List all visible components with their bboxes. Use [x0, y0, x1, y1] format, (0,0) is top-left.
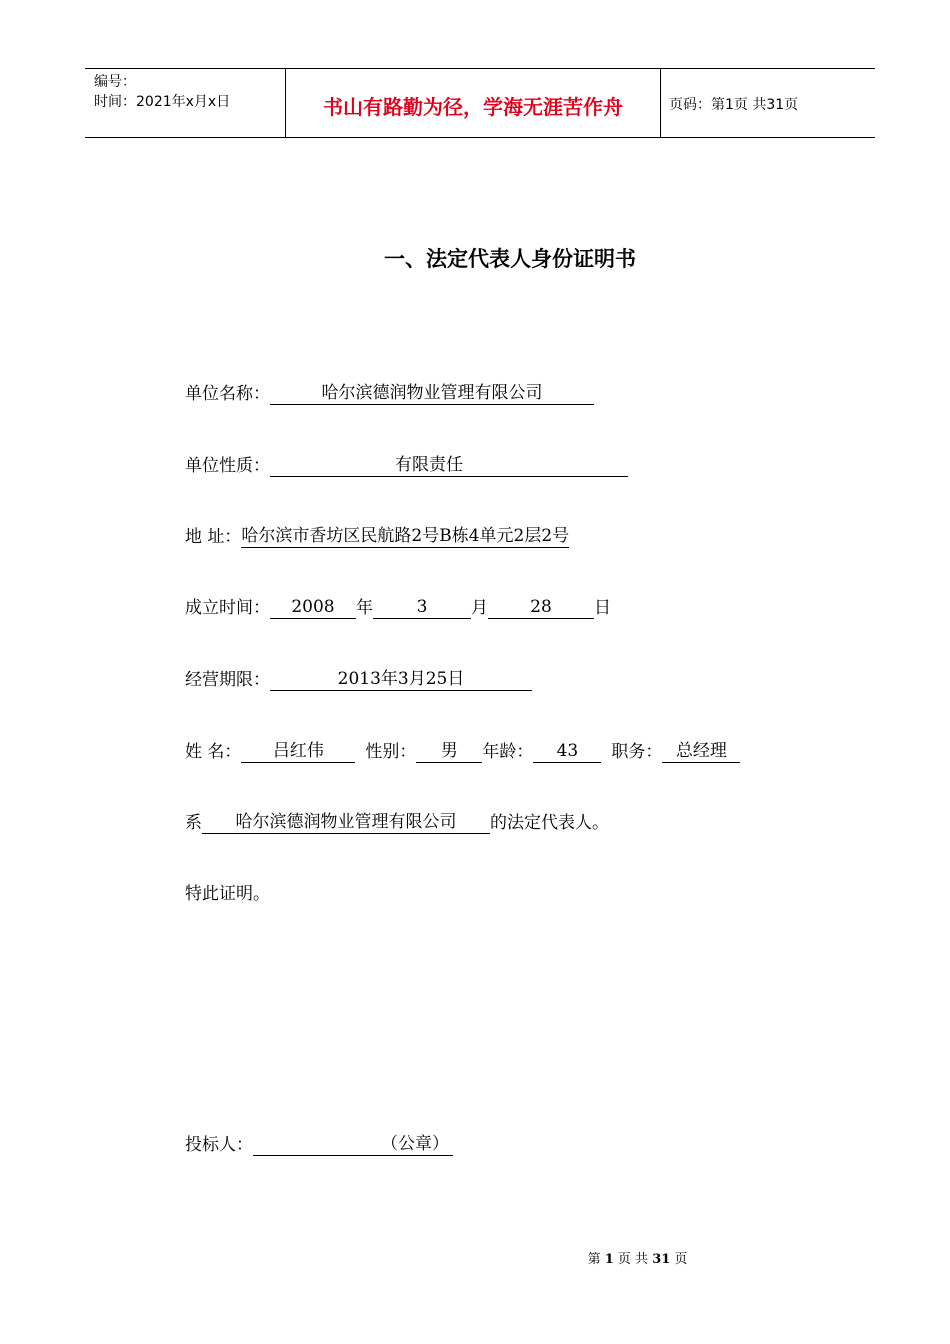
age-label: 年龄：	[482, 742, 534, 762]
header-page-cell	[660, 69, 875, 137]
footer-prefix: 第	[587, 1252, 601, 1267]
bidder-label: 投标人：	[185, 1135, 253, 1155]
footer-suffix: 页	[674, 1252, 688, 1267]
seal-text: （公章）	[381, 1134, 449, 1154]
position-label: 职务：	[611, 742, 663, 762]
term-label: 经营期限：	[185, 670, 270, 690]
established-year: 2008	[270, 596, 356, 619]
statement-company: 哈尔滨德润物业管理有限公司	[202, 811, 490, 834]
unit-nature-row	[185, 454, 628, 478]
unit-nature-label: 单位性质：	[185, 456, 270, 476]
statement-row	[185, 811, 609, 835]
unit-name-row	[185, 382, 594, 406]
established-month-char: 月	[471, 598, 488, 618]
person-row	[185, 740, 740, 764]
term-value: 2013年3月25日	[270, 668, 532, 691]
footer-mid: 页 共	[617, 1252, 649, 1267]
page-footer	[0, 1248, 950, 1267]
address-value: 哈尔滨市香坊区民航路2号B栋4单元2层2号	[241, 526, 570, 546]
page-header	[85, 68, 875, 138]
header-motto-cell	[285, 69, 661, 137]
footer-current-page: 1	[604, 1252, 614, 1267]
name-value: 吕红伟	[241, 740, 355, 763]
header-meta-cell	[85, 69, 285, 137]
address-row	[185, 525, 569, 549]
certify-text: 特此证明。	[185, 884, 270, 904]
bidder-value-line	[253, 1133, 453, 1156]
age-value: 43	[533, 740, 601, 763]
footer-total-pages: 31	[652, 1252, 671, 1267]
unit-nature-value-line	[270, 454, 628, 477]
established-year-char: 年	[356, 598, 373, 618]
established-day-char: 日	[594, 598, 611, 618]
established-label: 成立时间：	[185, 598, 270, 618]
term-row	[185, 668, 532, 692]
established-day: 28	[488, 596, 594, 619]
established-row	[185, 596, 611, 620]
header-motto: 书山有路勤为径，学海无涯苦作舟	[323, 95, 623, 119]
unit-name-label: 单位名称：	[185, 384, 270, 404]
document-number-label: 编号：	[94, 74, 136, 90]
name-label: 姓 名：	[185, 742, 242, 762]
established-month: 3	[373, 596, 471, 619]
statement-suffix: 的法定代表人。	[490, 813, 609, 833]
unit-name-value: 哈尔滨德润物业管理有限公司	[270, 382, 594, 405]
position-value: 总经理	[662, 740, 740, 763]
certify-row	[185, 882, 270, 906]
document-title: 一、法定代表人身份证明书	[384, 247, 636, 271]
header-page-number: 页码：第1页 共31页	[669, 97, 799, 113]
bidder-row	[185, 1133, 453, 1157]
document-time-label: 时间：2021年x月x日	[94, 94, 231, 110]
gender-value: 男	[416, 740, 482, 763]
address-label: 地 址：	[185, 527, 242, 547]
gender-label: 性别：	[365, 742, 417, 762]
unit-nature-value: 有限责任	[395, 455, 463, 475]
statement-prefix: 系	[185, 813, 202, 833]
